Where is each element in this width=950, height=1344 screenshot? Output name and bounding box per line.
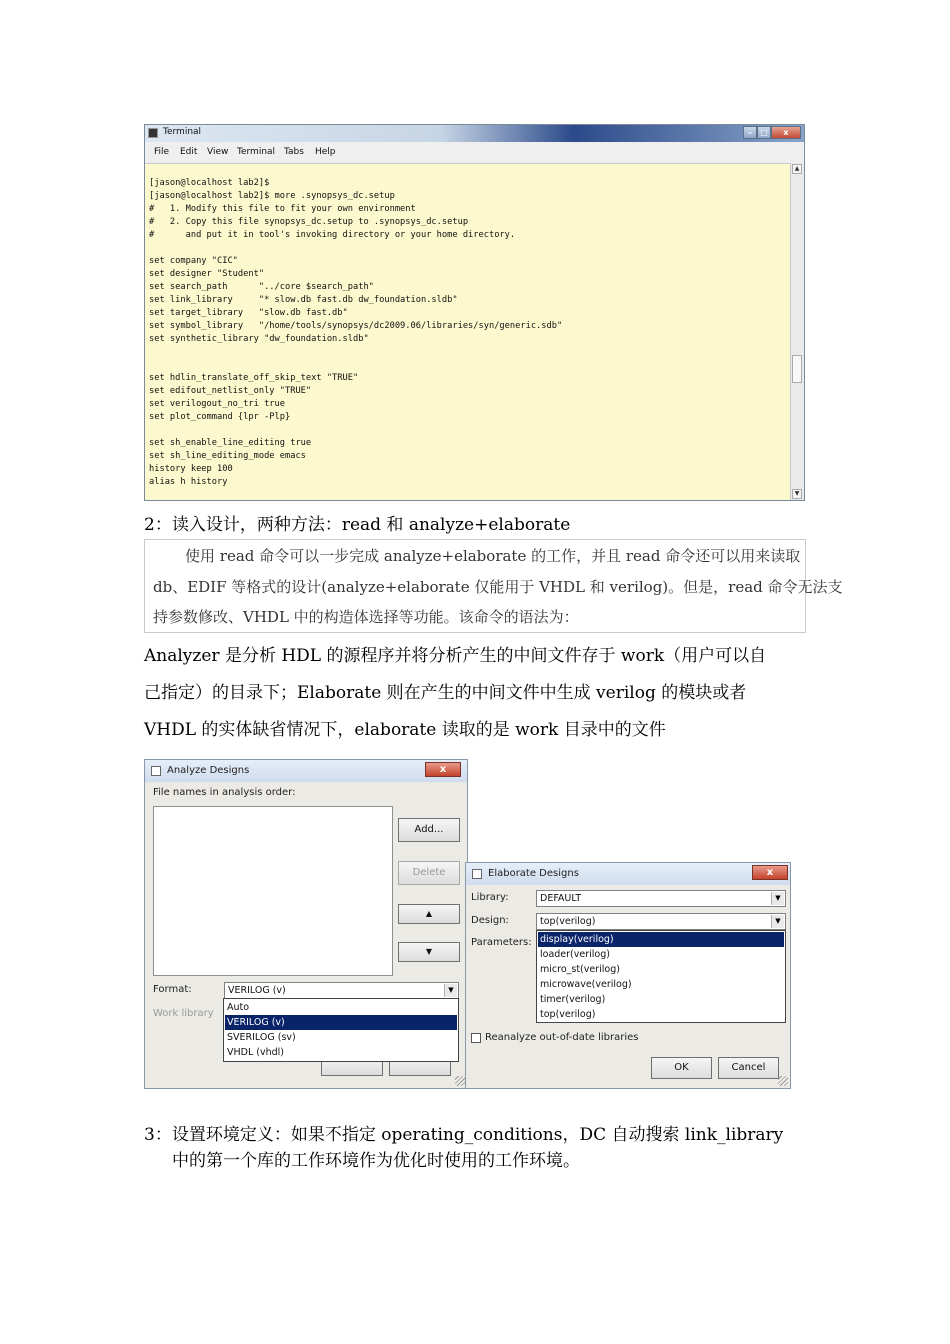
scroll-down-icon[interactable]: ▼ xyxy=(792,489,802,499)
format-option-verilog[interactable]: VERILOG (v) xyxy=(225,1015,457,1030)
body-line: VHDL 的实体缺省情况下，elaborate 读取的是 work 目录中的文件 xyxy=(144,720,666,740)
terminal-output xyxy=(149,177,562,489)
minimize-icon[interactable]: – xyxy=(743,126,757,139)
add-button[interactable]: Add... xyxy=(398,818,460,842)
terminal-line: # 2. Copy this file synopsys_dc.setup to .synopsys_dc.setup xyxy=(149,217,469,227)
terminal-line: set sh_line_editing_mode emacs xyxy=(149,451,306,461)
quoted-excerpt xyxy=(144,539,843,633)
design-select[interactable] xyxy=(536,913,786,930)
resize-grip-icon[interactable] xyxy=(778,1076,788,1086)
close-icon[interactable]: x xyxy=(752,865,788,880)
scroll-up-icon[interactable]: ▲ xyxy=(792,164,802,174)
format-option-auto[interactable]: Auto xyxy=(227,1002,250,1013)
terminal-line: set synthetic_library "dw_foundation.sldb" xyxy=(149,334,369,344)
terminal-window xyxy=(144,124,805,501)
terminal-line: set link_library "* slow.db fast.db dw_foundation.sldb" xyxy=(149,295,458,305)
design-option-microwave[interactable]: microwave(verilog) xyxy=(540,979,632,990)
design-option-display[interactable]: display(verilog) xyxy=(538,932,784,947)
section-3-line: 3：设置环境定义：如果不指定 operating_conditions，DC 自动搜索 link_library xyxy=(144,1125,784,1145)
elaborate-dialog-title: Elaborate Designs xyxy=(488,868,579,879)
chevron-down-icon[interactable]: ▼ xyxy=(444,984,457,997)
work-library-label: Work library xyxy=(153,1008,214,1019)
format-value: VERILOG (v) xyxy=(228,985,286,996)
terminal-line: # and put it in tool's invoking directory or your home directory. xyxy=(149,230,516,240)
terminal-line: set designer "Student" xyxy=(149,269,265,279)
format-label: Format: xyxy=(153,984,192,995)
terminal-line: set plot_command {lpr -Plp} xyxy=(149,412,291,422)
library-value: DEFAULT xyxy=(540,893,582,904)
section-2-heading: 2：读入设计，两种方法：read 和 analyze+elaborate xyxy=(144,515,571,535)
terminal-scrollbar[interactable] xyxy=(790,163,804,500)
terminal-line: set symbol_library "/home/tools/synopsys/dc2009.06/libraries/syn/generic.sdb" xyxy=(149,321,563,331)
design-option-top[interactable]: top(verilog) xyxy=(540,1009,596,1020)
ok-button[interactable]: OK xyxy=(651,1057,712,1079)
elaborate-dialog-titlebar xyxy=(466,863,790,885)
format-dropdown-list xyxy=(223,998,459,1062)
design-option-loader[interactable]: loader(verilog) xyxy=(540,949,610,960)
quote-line: 使用 read 命令可以一步完成 analyze+elaborate 的工作，并且 read 命令还可以用来读取 xyxy=(185,547,801,565)
design-option-timer[interactable]: timer(verilog) xyxy=(540,994,606,1005)
maximize-icon[interactable]: □ xyxy=(757,126,771,139)
menu-file[interactable]: File xyxy=(154,147,170,157)
design-value: top(verilog) xyxy=(540,916,596,927)
terminal-titlebar xyxy=(145,125,804,142)
terminal-line: set edifout_netlist_only "TRUE" xyxy=(149,386,312,396)
menu-edit[interactable]: Edit xyxy=(180,147,198,157)
terminal-line: set hdlin_translate_off_skip_text "TRUE" xyxy=(149,373,359,383)
terminal-line: set target_library "slow.db fast.db" xyxy=(149,308,348,318)
parameters-label: Parameters: xyxy=(471,937,532,948)
terminal-line: set sh_enable_line_editing true xyxy=(149,438,312,448)
menu-tabs[interactable]: Tabs xyxy=(284,147,304,157)
terminal-menubar xyxy=(145,142,804,164)
quote-line: 持参数修改、VHDL 中的构造体选择等功能。该命令的语法为： xyxy=(153,608,579,626)
reanalyze-checkbox[interactable] xyxy=(471,1033,481,1043)
design-option-micro-st[interactable]: micro_st(verilog) xyxy=(540,964,620,975)
delete-button[interactable]: Delete xyxy=(398,861,460,885)
menu-view[interactable]: View xyxy=(207,147,229,157)
terminal-line: history keep 100 xyxy=(149,464,233,474)
scroll-thumb[interactable] xyxy=(792,355,802,383)
dialog-icon xyxy=(472,869,482,879)
move-down-button[interactable]: ▼ xyxy=(398,942,460,962)
reanalyze-label: Reanalyze out-of-date libraries xyxy=(485,1032,639,1043)
format-option-sverilog[interactable]: SVERILOG (sv) xyxy=(227,1032,296,1043)
file-list[interactable] xyxy=(153,806,393,976)
section-3-line: 中的第一个库的工作环境作为优化时使用的工作环境。 xyxy=(172,1151,580,1171)
library-select[interactable] xyxy=(536,890,786,907)
terminal-line: set search_path "../core $search_path" xyxy=(149,282,374,292)
body-line: Analyzer 是分析 HDL 的源程序并将分析产生的中间文件存于 work（用户可以自 xyxy=(144,646,767,666)
chevron-down-icon[interactable]: ▼ xyxy=(771,915,784,928)
quote-line: db、EDIF 等格式的设计(analyze+elaborate 仅能用于 VHDL 和 verilog)。但是，read 命令无法支 xyxy=(153,578,843,596)
analyze-designs-dialog xyxy=(144,759,468,1089)
library-label: Library: xyxy=(471,892,509,903)
menu-help[interactable]: Help xyxy=(315,147,336,157)
close-icon[interactable]: x xyxy=(771,126,801,139)
file-list-label: File names in analysis order: xyxy=(153,787,296,798)
format-option-vhdl[interactable]: VHDL (vhdl) xyxy=(227,1047,284,1058)
analyze-dialog-titlebar xyxy=(145,760,467,782)
terminal-line: # 1. Modify this file to fit your own environment xyxy=(149,204,416,214)
close-icon[interactable]: x xyxy=(425,762,461,777)
terminal-line: set verilogout_no_tri true xyxy=(149,399,285,409)
cancel-button[interactable]: Cancel xyxy=(718,1057,779,1079)
format-select[interactable] xyxy=(224,982,459,999)
elaborate-designs-dialog xyxy=(465,862,791,1089)
terminal-line: [jason@localhost lab2]$ xyxy=(149,178,270,188)
design-dropdown-list xyxy=(536,930,786,1023)
terminal-title: Terminal xyxy=(163,127,202,137)
terminal-line: [jason@localhost lab2]$ more .synopsys_dc.setup xyxy=(149,191,395,201)
menu-terminal[interactable]: Terminal xyxy=(237,147,276,157)
terminal-line: set company "CIC" xyxy=(149,256,238,266)
dialog-icon xyxy=(151,766,161,776)
body-line: 己指定）的目录下；Elaborate 则在产生的中间文件中生成 verilog 的模块或者 xyxy=(144,683,747,703)
resize-grip-icon[interactable] xyxy=(455,1076,465,1086)
analyze-dialog-title: Analyze Designs xyxy=(167,765,250,776)
terminal-line: alias h history xyxy=(149,477,228,487)
move-up-button[interactable]: ▲ xyxy=(398,904,460,924)
terminal-icon xyxy=(148,128,158,138)
chevron-down-icon[interactable]: ▼ xyxy=(771,892,784,905)
design-label: Design: xyxy=(471,915,509,926)
